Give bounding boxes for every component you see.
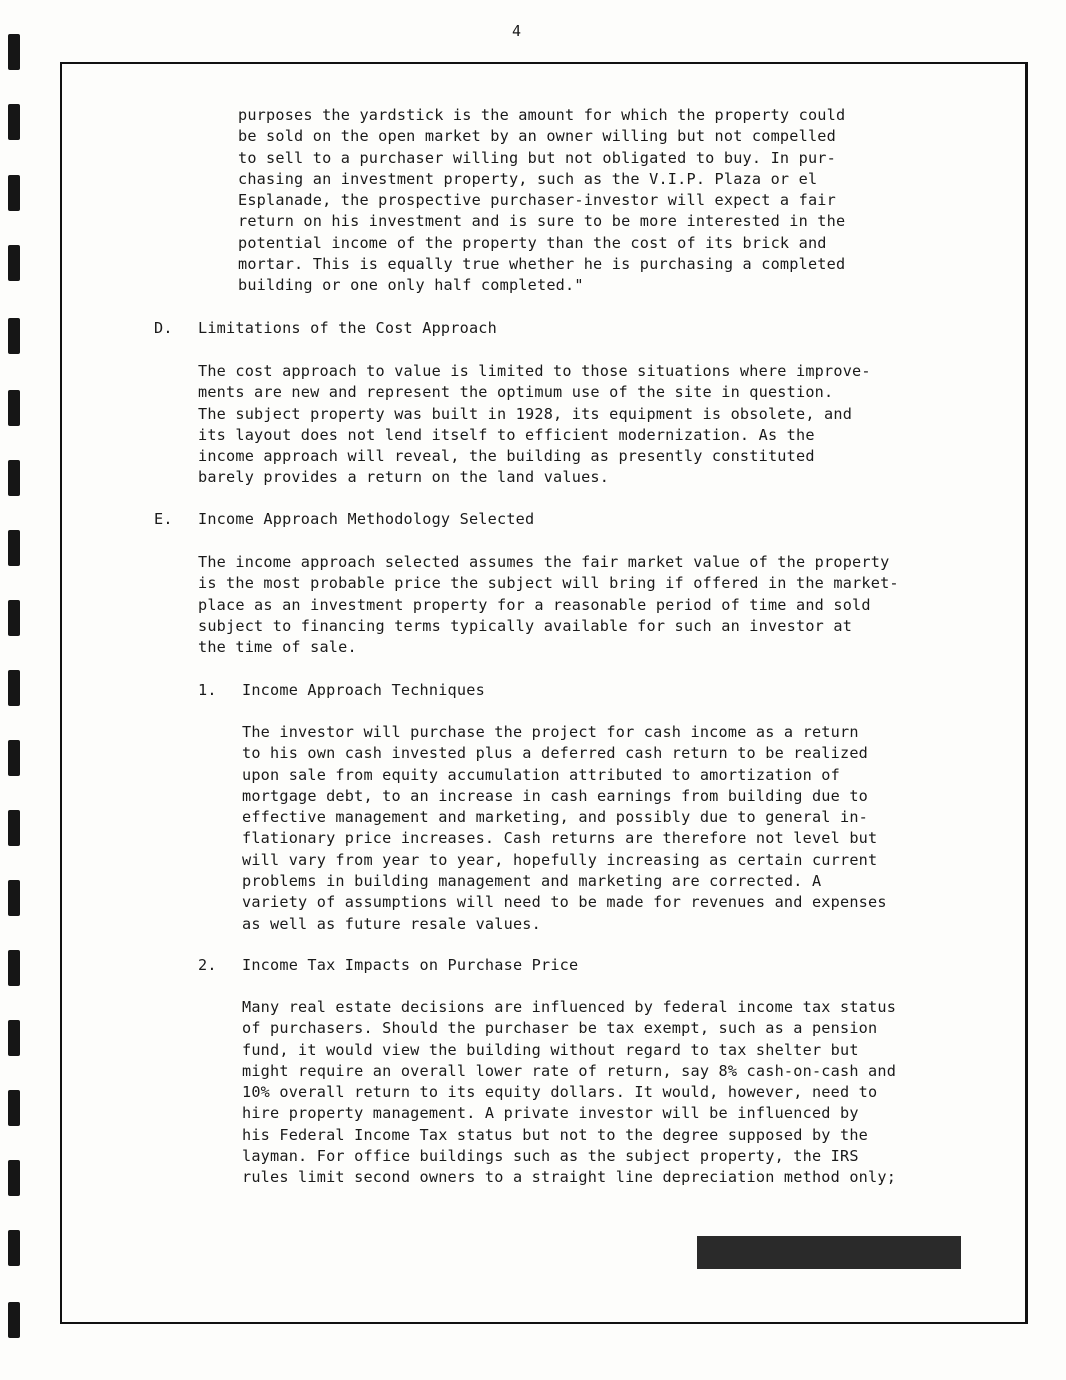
text-line: will vary from year to year, hopefully increasing as certain current — [242, 850, 878, 869]
text-line: Many real estate decisions are influenced by federal income tax status — [242, 998, 897, 1016]
binding-hole — [8, 175, 20, 211]
text-line: purposes the yardstick is the amount for which the property could — [238, 106, 846, 124]
binding-hole — [8, 600, 20, 636]
binding-hole — [8, 950, 20, 986]
section-marker: E. — [154, 510, 173, 528]
section-title: Income Approach Methodology Selected — [198, 510, 535, 528]
binding-hole — [8, 104, 20, 140]
text-line: be sold on the open market by an owner willing but not compelled — [238, 127, 836, 146]
section-marker: D. — [154, 319, 173, 337]
subsection-2-paragraph — [242, 997, 896, 1189]
binding-hole — [8, 880, 20, 916]
text-line: Esplanade, the prospective purchaser-investor will expect a fair — [238, 191, 836, 210]
text-line: subject to financing terms typically available for such an investor at — [198, 616, 853, 635]
text-line: to sell to a purchaser willing but not obligated to buy. In pur- — [238, 148, 836, 167]
binding-hole — [8, 1020, 20, 1056]
text-line: ments are new and represent the optimum use of the site in question. — [198, 383, 834, 402]
section-e-paragraph — [198, 552, 899, 658]
binding-hole — [8, 1090, 20, 1126]
text-line: 10% overall return to its equity dollars. It would, however, need to — [242, 1083, 878, 1102]
binding-holes — [0, 0, 30, 1380]
binding-hole — [8, 1302, 20, 1338]
text-line: The investor will purchase the project for cash income as a return — [242, 723, 859, 741]
binding-hole — [8, 1230, 20, 1266]
text-line: The income approach selected assumes the fair market value of the property — [198, 553, 890, 571]
binding-hole — [8, 318, 20, 354]
binding-hole — [8, 1160, 20, 1196]
text-line: his Federal Income Tax status but not to the degree supposed by the — [242, 1125, 869, 1144]
text-line: problems in building management and marketing are corrected. A — [242, 872, 822, 891]
text-line: mortar. This is equally true whether he is purchasing a completed — [238, 255, 846, 274]
text-line: might require an overall lower rate of return, say 8% cash-on-cash and — [242, 1061, 897, 1080]
subsection-title: Income Tax Impacts on Purchase Price — [242, 956, 579, 974]
text-line: upon sale from equity accumulation attributed to amortization of — [242, 765, 840, 784]
binding-hole — [8, 245, 20, 281]
subsection-marker: 2. — [198, 956, 217, 974]
text-line: return on his investment and is sure to be more interested in the — [238, 212, 846, 231]
text-line: hire property management. A private investor will be influenced by — [242, 1104, 859, 1123]
binding-hole — [8, 34, 20, 70]
section-heading-e — [154, 509, 535, 530]
text-line: of purchasers. Should the purchaser be tax exempt, such as a pension — [242, 1019, 878, 1038]
subsection-title: Income Approach Techniques — [242, 681, 485, 699]
text-line: potential income of the property than the cost of its brick and — [238, 233, 827, 252]
binding-hole — [8, 390, 20, 426]
text-line: The subject property was built in 1928, its equipment is obsolete, and — [198, 404, 853, 423]
text-line: place as an investment property for a reasonable period of time and sold — [198, 595, 871, 614]
text-line: to his own cash invested plus a deferred cash return to be realized — [242, 744, 869, 763]
text-line: is the most probable price the subject will bring if offered in the market- — [198, 574, 899, 593]
binding-hole — [8, 670, 20, 706]
text-line: flationary price increases. Cash returns are therefore not level but — [242, 829, 878, 848]
text-line: as well as future resale values. — [242, 914, 541, 933]
subsection-heading-2 — [198, 955, 579, 976]
intro-paragraph — [238, 105, 845, 297]
redaction-stamp — [697, 1236, 961, 1269]
text-line: variety of assumptions will need to be made for revenues and expenses — [242, 893, 887, 912]
text-line: fund, it would view the building without regard to tax shelter but — [242, 1040, 859, 1059]
binding-hole — [8, 530, 20, 566]
text-line: The cost approach to value is limited to those situations where improve- — [198, 362, 871, 380]
text-line: barely provides a return on the land values. — [198, 468, 610, 487]
binding-hole — [8, 460, 20, 496]
section-d-paragraph — [198, 361, 871, 489]
section-title: Limitations of the Cost Approach — [198, 319, 497, 337]
text-line: its layout does not lend itself to efficient modernization. As the — [198, 425, 815, 444]
text-line: effective management and marketing, and possibly due to general in- — [242, 808, 869, 827]
binding-hole — [8, 740, 20, 776]
page-number: 4 — [512, 22, 522, 40]
subsection-marker: 1. — [198, 681, 217, 699]
subsection-1-paragraph — [242, 722, 887, 935]
text-line: income approach will reveal, the building as presently constituted — [198, 447, 815, 466]
text-line: mortgage debt, to an increase in cash earnings from building due to — [242, 786, 869, 805]
section-heading-d — [154, 318, 497, 339]
text-line: chasing an investment property, such as the V.I.P. Plaza or el — [238, 169, 818, 188]
text-line: rules limit second owners to a straight line depreciation method only; — [242, 1168, 897, 1187]
subsection-heading-1 — [198, 680, 485, 701]
text-line: the time of sale. — [198, 638, 357, 657]
text-line: building or one only half completed." — [238, 276, 584, 295]
text-line: layman. For office buildings such as the subject property, the IRS — [242, 1147, 859, 1166]
binding-hole — [8, 810, 20, 846]
